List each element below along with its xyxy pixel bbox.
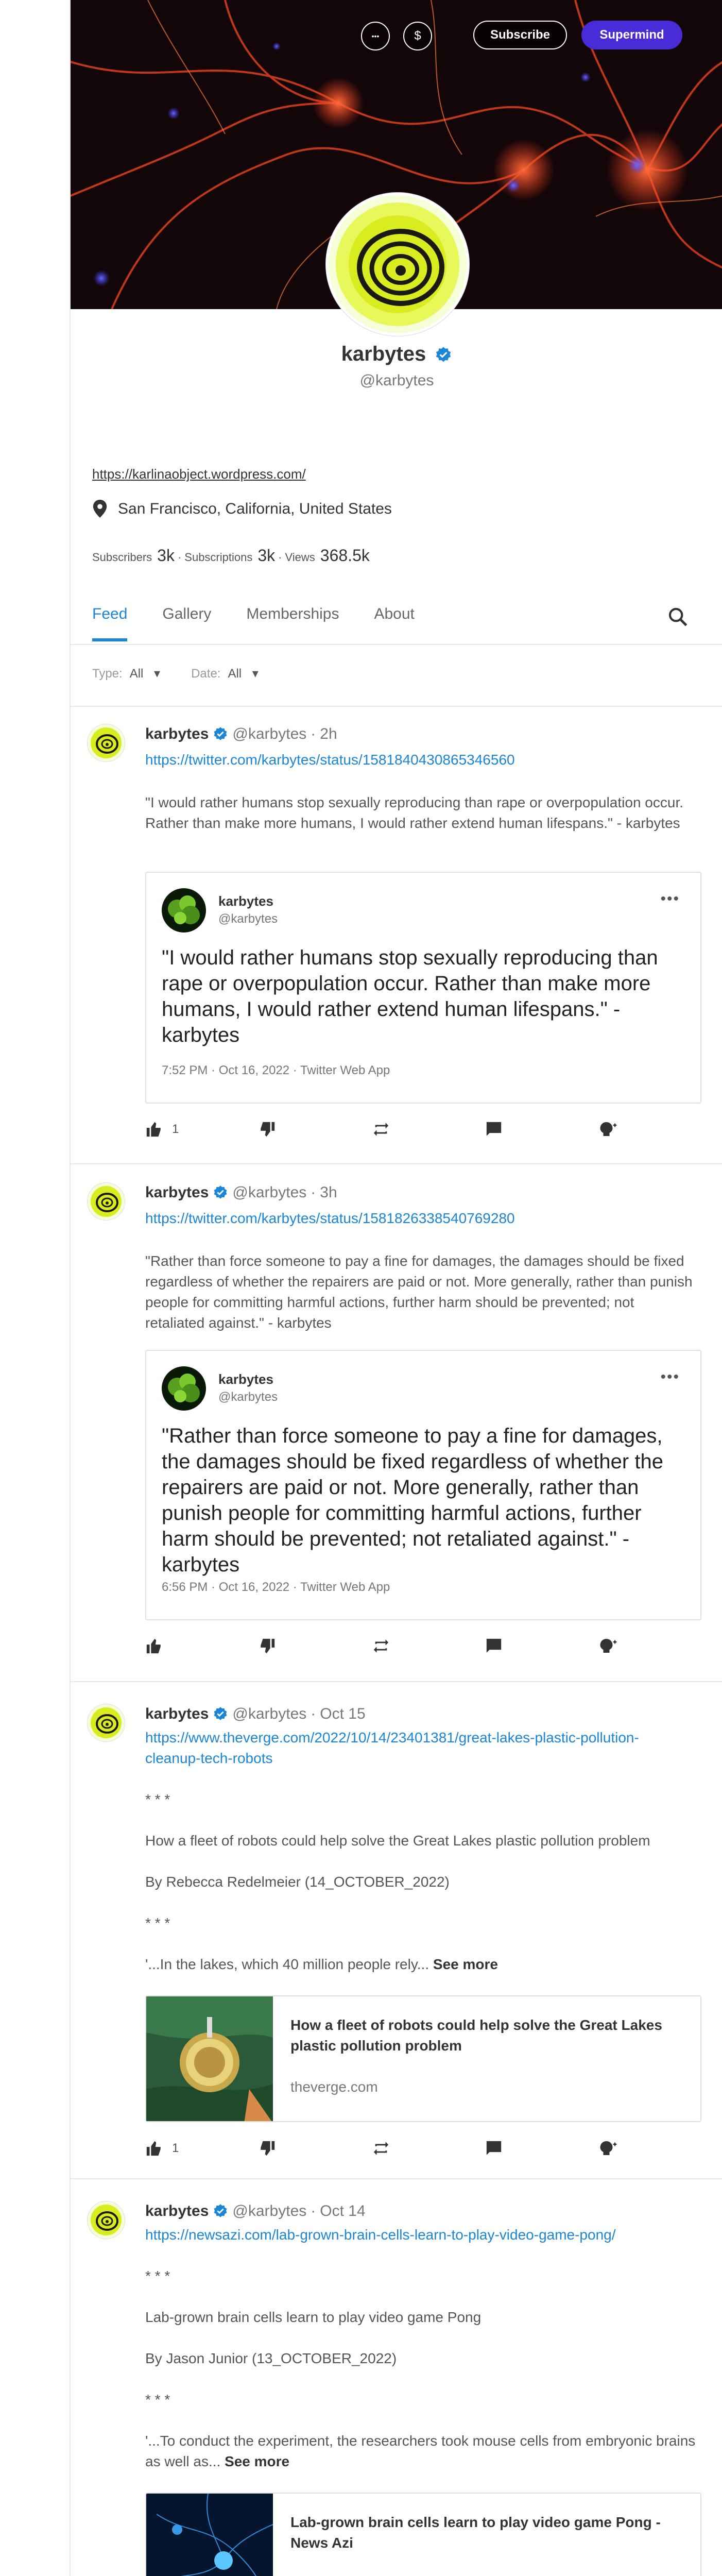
tab-about[interactable]: About [374,605,415,622]
post-avatar[interactable] [87,1182,125,1221]
divider [71,644,722,645]
tweet-avatar [162,1366,206,1411]
post-handle[interactable]: @karbytes [232,725,307,742]
post-header: karbytes @karbytes · 3h [145,1184,337,1201]
supermind-icon [598,1637,619,1656]
tab-memberships[interactable]: Memberships [246,605,339,622]
subscribers-count[interactable]: 3k [157,546,175,565]
post-avatar[interactable] [87,724,125,762]
location [92,500,392,518]
post-link[interactable]: https://twitter.com/karbytes/status/1581840430865346560 [145,752,515,768]
views-count: 368.5k [320,546,370,565]
comment-button[interactable] [485,1637,503,1655]
post-avatar[interactable] [87,1704,125,1742]
verified-icon [435,346,452,364]
downvote-button[interactable] [259,1637,276,1655]
post-handle[interactable]: @karbytes [232,1184,307,1201]
post-link[interactable]: https://newsazi.com/lab-grown-brain-cells-learn-to-play-video-game-pong/ [145,2227,616,2243]
feed-post [71,2179,722,2576]
post-author[interactable]: karbytes [145,725,209,742]
subscriptions-label: Subscriptions [184,551,253,564]
post-stars: * * * [145,2268,170,2284]
post-actions [145,1637,691,1663]
date-filter-value: All [228,667,242,681]
feed-filters [92,666,289,681]
channel-avatar[interactable] [326,193,469,336]
tweet-body: "Rather than force someone to pay a fine for damages, the damages should be fixed regardless of whether the repairers are paid or not. More generally, rather than punish people for committing harmful actions, further harm should be prevented; not retaliated against." - karbytes [162,1425,663,1576]
channel-handle: @karbytes [359,372,434,389]
chevron-down-icon: ▾ [249,667,259,681]
comment-icon [485,1121,503,1138]
excerpt-text: '...To conduct the experiment, the researchers took mouse cells from embryonic brains as well as... [145,2433,696,2469]
post-article-title: Lab-grown brain cells learn to play video game Pong [145,2309,482,2325]
post-byline: By Jason Junior (13_OCTOBER_2022) [145,2350,397,2366]
channel-name-text: karbytes [341,343,426,365]
comment-button[interactable] [485,1121,503,1138]
tweet-handle: @karbytes [218,1390,278,1404]
preview-title: How a fleet of robots could help solve the Great Lakes plastic pollution problem [290,2017,662,2054]
channel-column [70,0,722,2576]
post-stars: * * * [145,1915,170,1931]
post-excerpt [145,2431,696,2472]
post-link[interactable]: https://www.theverge.com/2022/10/14/23401381/great-lakes-plastic-pollution-cleanup-tech-robots [145,1730,639,1766]
repost-icon [372,1637,390,1655]
post-text: "I would rather humans stop sexually reproducing than rape or overpopulation occur. Rather than make more humans, I would rather extend human lifespans." - karbytes [145,794,683,831]
link-preview[interactable] [145,2493,701,2576]
post-author[interactable]: karbytes [145,1705,209,1722]
location-text: San Francisco, California, United States [118,500,392,517]
comment-icon [485,1637,503,1655]
preview-host: theverge.com [290,2079,378,2095]
boost-button[interactable] [598,1121,619,1139]
tab-gallery[interactable]: Gallery [162,605,212,622]
post-excerpt [145,1954,696,1975]
comment-button[interactable] [485,2140,503,2157]
post-article-title: How a fleet of robots could help solve the Great Lakes plastic pollution problem [145,1833,650,1849]
channel-name [71,343,722,366]
tweet-author: karbytes [218,893,273,909]
supermind-icon [598,1121,619,1139]
verified-icon [213,2204,228,2219]
tip-button[interactable] [403,22,432,50]
verified-icon [213,1706,228,1722]
subscribers-label: Subscribers [92,551,152,564]
boost-button[interactable] [598,1637,619,1656]
thumbs-up-icon [145,1637,163,1655]
thumbs-down-icon [259,2140,276,2157]
tweet-more-icon[interactable]: ••• [660,1368,680,1385]
upvote-button[interactable] [145,2140,179,2157]
tweet-more-icon[interactable]: ••• [660,890,680,907]
location-pin-icon [92,500,108,518]
supermind-icon [598,2140,619,2158]
thumbs-up-icon [145,1121,163,1138]
see-more-link[interactable]: See more [225,2453,290,2469]
boost-button[interactable] [598,2140,619,2158]
embedded-tweet[interactable] [145,1350,701,1620]
post-byline: By Rebecca Redelmeier (14_OCTOBER_2022) [145,1874,450,1890]
verified-icon [213,1185,228,1200]
post-header: karbytes @karbytes · Oct 14 [145,2202,366,2219]
feed-post [71,706,722,1164]
type-filter-value: All [129,667,144,681]
post-stars: * * * [145,1791,170,1807]
post-handle[interactable]: @karbytes [232,2202,307,2219]
repost-icon [372,2140,390,2157]
date-filter-label: Date: [191,667,221,681]
upvote-button[interactable] [145,1637,163,1655]
thumbs-down-icon [259,1121,276,1138]
tweet-handle: @karbytes [218,912,278,926]
tweet-body: "I would rather humans stop sexually reproducing than rape or overpopulation occur. Rather than make more humans, I would rather extend human lifespans." - karbytes [162,946,658,1046]
chevron-down-icon: ▾ [150,667,161,681]
subscribe-button[interactable]: Subscribe [473,21,567,49]
subscriptions-count[interactable]: 3k [257,546,276,565]
search-icon[interactable] [667,606,688,627]
post-header: karbytes @karbytes · 2h [145,725,337,742]
preview-thumbnail [146,2494,273,2576]
post-avatar[interactable] [87,2201,125,2239]
type-filter-label: Type: [92,667,123,681]
post-timestamp[interactable]: 3h [320,1184,337,1201]
remind-button[interactable] [372,2140,390,2157]
type-filter[interactable] [92,666,160,681]
link-preview[interactable] [145,1995,701,2122]
post-actions [145,1121,691,1146]
feed-post [71,1682,722,2179]
verified-icon [213,726,228,742]
post-timestamp[interactable]: Oct 15 [320,1705,366,1722]
upvote-button[interactable] [145,1121,179,1138]
repost-icon [372,1121,390,1138]
feed-post [71,1164,722,1682]
date-filter[interactable] [191,666,259,681]
post-timestamp[interactable]: 2h [320,725,337,742]
upvote-count: 1 [172,1122,179,1136]
tweet-author: karbytes [218,1371,273,1387]
excerpt-text: '...In the lakes, which 40 million people rely... [145,1956,429,1972]
remind-button[interactable] [372,1121,390,1138]
tweet-meta: 6:56 PM · Oct 16, 2022 · Twitter Web App [162,1580,390,1594]
upvote-count: 1 [172,2141,179,2155]
post-header: karbytes @karbytes · Oct 15 [145,1705,366,1722]
embedded-tweet[interactable] [145,872,701,1104]
post-actions [145,2140,691,2165]
more-options-button[interactable] [361,22,390,50]
tweet-avatar [162,888,206,933]
remind-button[interactable] [372,1637,390,1655]
tab-feed[interactable]: Feed [92,605,127,641]
channel-tabs [92,605,722,641]
post-text: "Rather than force someone to pay a fine for damages, the damages should be fixed regardless of whether the repairers are paid or not. More generally, rather than punish people for committing harmful actions, further harm should be prevented; not retaliated against." - karbytes [145,1253,693,1331]
tweet-meta: 7:52 PM · Oct 16, 2022 · Twitter Web App [162,1063,390,1077]
thumbs-down-icon [259,1637,276,1655]
views-label: Views [285,551,315,564]
preview-thumbnail [146,1996,273,2122]
comment-icon [485,2140,503,2157]
see-more-link[interactable]: See more [433,1956,498,1972]
thumbs-up-icon [145,2140,163,2157]
supermind-button[interactable]: Supermind [581,21,682,49]
website-link[interactable]: https://karlinaobject.wordpress.com/ [92,466,306,482]
more-label: ••• [371,32,380,40]
post-timestamp[interactable]: Oct 14 [320,2202,366,2219]
dollar-icon: $ [414,29,421,43]
post-handle[interactable]: @karbytes [232,1705,307,1722]
downvote-button[interactable] [259,1121,276,1138]
post-link[interactable]: https://twitter.com/karbytes/status/1581826338540769280 [145,1210,515,1226]
downvote-button[interactable] [259,2140,276,2157]
post-author[interactable]: karbytes [145,2202,209,2219]
post-author[interactable]: karbytes [145,1184,209,1201]
channel-stats: Subscribers 3k · Subscriptions 3k · Views 368.5k [92,546,370,565]
post-stars: * * * [145,2392,170,2408]
preview-title: Lab-grown brain cells learn to play video game Pong - News Azi [290,2514,661,2551]
